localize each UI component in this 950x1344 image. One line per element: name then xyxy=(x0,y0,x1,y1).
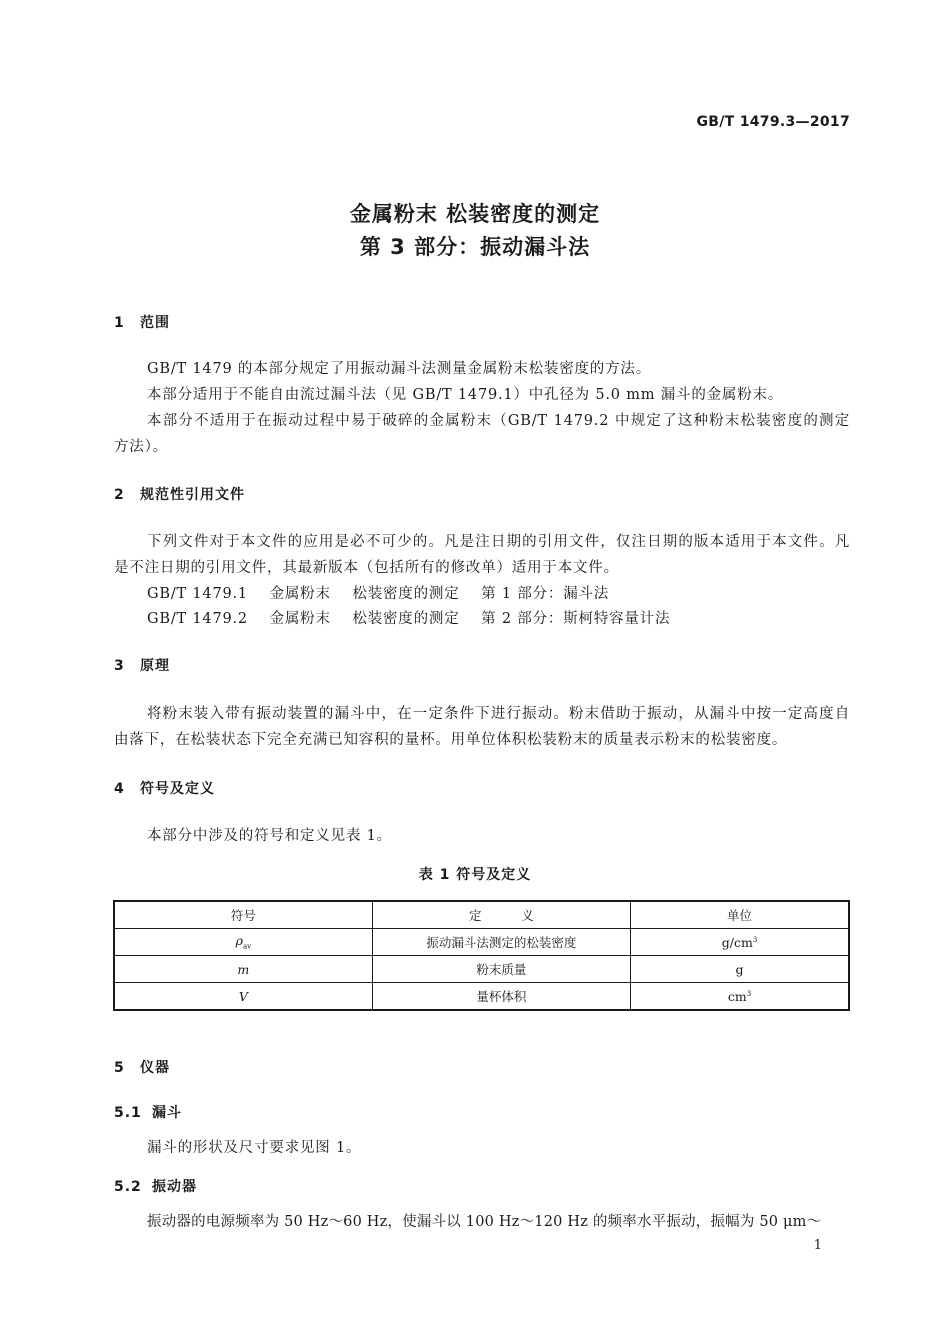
unit-superscript: 3 xyxy=(746,989,752,998)
table-row xyxy=(114,929,849,956)
section-1-heading xyxy=(114,312,170,332)
section-5-2-heading xyxy=(114,1176,197,1196)
section-5-1-heading xyxy=(114,1102,182,1122)
symbol-subscript: av xyxy=(242,942,252,951)
section-title: 仪器 xyxy=(140,1060,170,1076)
section-1-paragraph-3: 本部分不适用于在振动过程中易于破碎的金属粉末（GB/T 1479.2 中规定了这种粉末松装密度的测定方法）。 xyxy=(114,413,850,455)
section-number: 4 xyxy=(114,781,125,797)
reference-2: GB/T 1479.2 金属粉末 松装密度的测定 第 2 部分：斯柯特容量计法 xyxy=(147,611,671,627)
section-4-paragraph-1: 本部分中涉及的符号和定义见表 1。 xyxy=(147,828,392,844)
document-subtitle: 第 3 部分：振动漏斗法 xyxy=(359,235,591,259)
table-row xyxy=(114,983,849,1011)
symbol-cell xyxy=(114,956,372,983)
symbol-cell xyxy=(114,929,372,956)
section-5-2-paragraph-1: 振动器的电源频率为 50 Hz～60 Hz，使漏斗以 100 Hz～120 Hz 的频率水平振动，振幅为 50 μm～ xyxy=(147,1214,822,1230)
symbol: ρ xyxy=(235,933,243,949)
table-header-cell: 单位 xyxy=(631,901,849,929)
section-number: 5.2 xyxy=(114,1179,142,1195)
section-5-1-paragraph-1: 漏斗的形状及尺寸要求见图 1。 xyxy=(147,1140,362,1156)
section-number: 5 xyxy=(114,1060,125,1076)
section-number: 5.1 xyxy=(114,1105,142,1121)
document-title: 金属粉末 松装密度的测定 xyxy=(349,202,601,226)
section-title: 规范性引用文件 xyxy=(140,487,245,503)
unit: g xyxy=(735,961,744,977)
table-header-cell: 符号 xyxy=(114,901,372,929)
section-4-heading xyxy=(114,778,215,798)
section-title: 振动器 xyxy=(152,1179,197,1195)
table-header-row xyxy=(114,901,849,929)
section-number: 2 xyxy=(114,487,125,503)
section-3-paragraph-1: 将粉末装入带有振动装置的漏斗中，在一定条件下进行振动。粉末借助于振动，从漏斗中按一定高度自由落下，在松装状态下完全充满已知容积的量杯。用单位体积松装粉末的质量表示粉末的松装密度。 xyxy=(114,706,850,748)
unit: cm xyxy=(727,988,747,1004)
section-2-paragraph-1: 下列文件对于本文件的应用是必不可少的。凡是注日期的引用文件，仅注日期的版本适用于本文件。凡是不注日期的引用文件，其最新版本（包括所有的修改单）适用于本文件。 xyxy=(114,534,850,576)
unit-superscript: 3 xyxy=(752,935,758,944)
section-number: 1 xyxy=(114,315,125,331)
table-row xyxy=(114,956,849,983)
section-1-paragraph-2: 本部分适用于不能自由流过漏斗法（见 GB/T 1479.1）中孔径为 5.0 mm 漏斗的金属粉末。 xyxy=(147,387,784,403)
symbol: m xyxy=(237,961,250,977)
unit-cell xyxy=(631,983,849,1011)
unit-cell xyxy=(631,929,849,956)
reference-1: GB/T 1479.1 金属粉末 松装密度的测定 第 1 部分：漏斗法 xyxy=(147,586,610,602)
definition-cell: 粉末质量 xyxy=(372,956,630,983)
section-title: 原理 xyxy=(140,658,170,674)
definition-cell: 量杯体积 xyxy=(372,983,630,1011)
symbol: V xyxy=(238,988,248,1004)
table-header-cell: 定 义 xyxy=(372,901,630,929)
table-caption: 表 1 符号及定义 xyxy=(418,867,532,883)
symbols-table xyxy=(113,900,850,1011)
standard-code: GB/T 1479.3—2017 xyxy=(696,114,850,130)
section-5-heading xyxy=(114,1057,170,1077)
symbol-cell xyxy=(114,983,372,1011)
page-number: 1 xyxy=(813,1238,822,1253)
section-2-heading xyxy=(114,484,245,504)
section-title: 符号及定义 xyxy=(140,781,215,797)
section-number: 3 xyxy=(114,658,125,674)
section-1-paragraph-1: GB/T 1479 的本部分规定了用振动漏斗法测量金属粉末松装密度的方法。 xyxy=(147,361,652,377)
unit-cell xyxy=(631,956,849,983)
definition-cell: 振动漏斗法测定的松装密度 xyxy=(372,929,630,956)
section-3-heading xyxy=(114,655,170,675)
section-title: 范围 xyxy=(140,315,170,331)
section-title: 漏斗 xyxy=(152,1105,182,1121)
unit: g/cm xyxy=(721,934,753,950)
